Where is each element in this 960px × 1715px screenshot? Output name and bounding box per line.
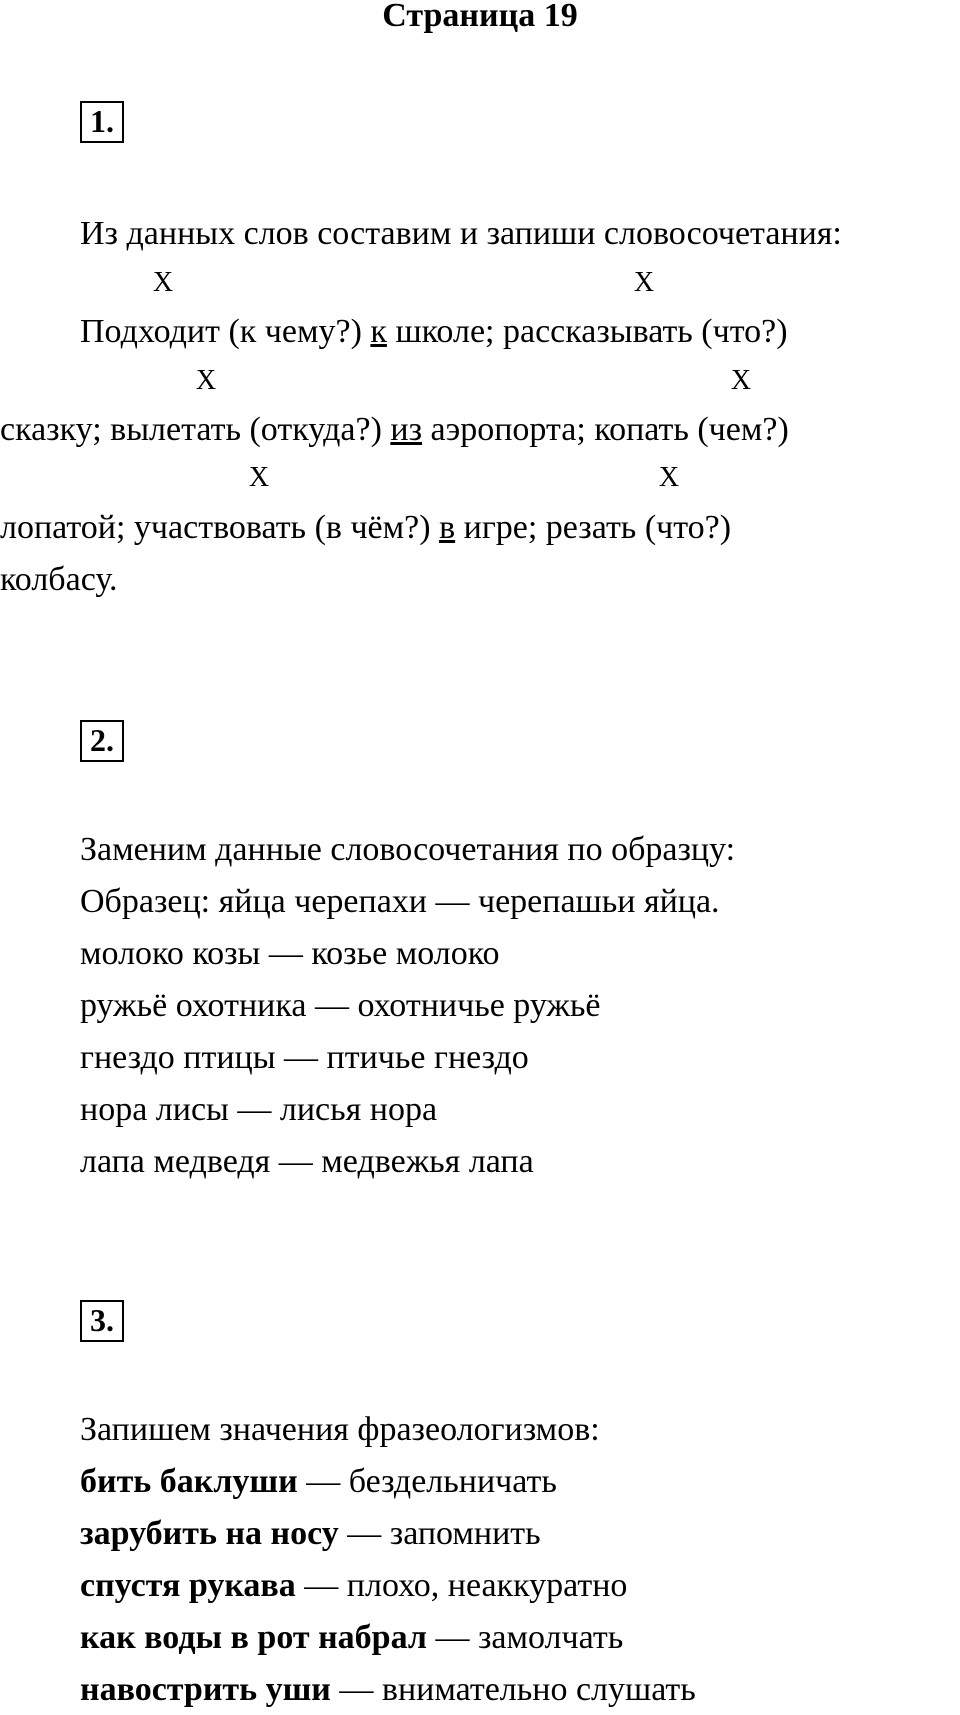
task-3-item: [80, 1670, 696, 1710]
task-1-line: колбасу.: [0, 561, 118, 598]
idiom: бить баклуши: [80, 1463, 298, 1500]
task-1-intro: Из данных слов составим и запиши словосочетания:: [80, 215, 842, 252]
preposition: из: [390, 411, 423, 448]
task-2-item: лапа медведя — медвежья лапа: [80, 1143, 534, 1180]
task-1-mark: X: [195, 365, 217, 396]
task-2-item: гнездо птицы — птичье гнездо: [80, 1039, 529, 1076]
task-3-item: [80, 1462, 557, 1502]
task-2-number: 2.: [80, 720, 124, 762]
idiom-meaning: — плохо, неаккуратно: [295, 1567, 628, 1604]
task-1-mark: X: [248, 462, 270, 493]
preposition: к: [370, 313, 387, 350]
task-3-item: [80, 1566, 627, 1606]
idiom-meaning: — внимательно слушать: [330, 1671, 696, 1708]
idiom: спустя рукава: [80, 1567, 296, 1604]
idiom: навострить уши: [80, 1671, 331, 1708]
task-1-line: сказку; вылетать (откуда?) из аэропорта; копать (чем?): [0, 411, 789, 448]
idiom-meaning: — запомнить: [338, 1515, 541, 1552]
task-1-mark: X: [152, 267, 174, 298]
task-1-line: лопатой; участвовать (в чём?) в игре; резать (что?): [0, 509, 732, 546]
task-3-item: [80, 1514, 541, 1554]
task-2-item: ружьё охотника — охотничье ружьё: [80, 987, 601, 1024]
task-2-intro: Заменим данные словосочетания по образцу:: [80, 831, 736, 868]
task-2-sample: Образец: яйца черепахи — черепашьи яйца.: [80, 883, 720, 920]
task-2-item: молоко козы — козье молоко: [80, 935, 500, 972]
task-3-intro: Запишем значения фразеологизмов:: [80, 1411, 600, 1448]
task-3-item: [80, 1618, 623, 1658]
idiom: как воды в рот набрал: [80, 1619, 427, 1656]
task-1-line: Подходит (к чему?) к школе; рассказывать (что?): [80, 313, 788, 350]
task-1-mark: X: [730, 365, 752, 396]
page-title: Страница 19: [382, 0, 578, 34]
idiom-meaning: — замолчать: [426, 1619, 624, 1656]
task-1-mark: X: [633, 267, 655, 298]
task-1-mark: X: [658, 462, 680, 493]
task-3-number: 3.: [80, 1300, 124, 1342]
task-2-item: нора лисы — лисья нора: [80, 1091, 438, 1128]
task-1-number: 1.: [80, 101, 124, 143]
idiom-meaning: — бездельничать: [297, 1463, 557, 1500]
preposition: в: [439, 509, 456, 546]
idiom: зарубить на носу: [80, 1515, 339, 1552]
